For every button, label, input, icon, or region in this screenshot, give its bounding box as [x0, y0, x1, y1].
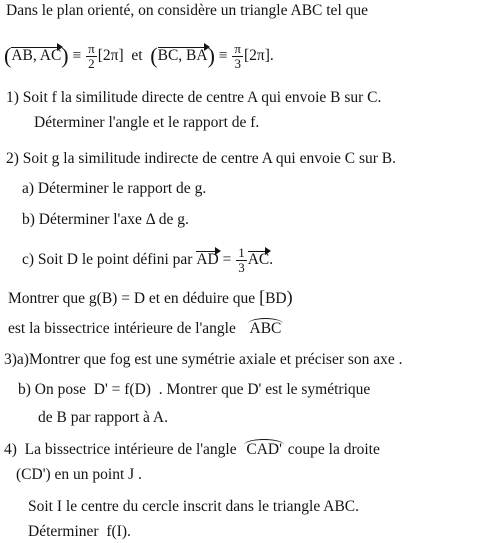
question-4-determine: Déterminer f(I). — [28, 523, 131, 540]
question-2-show: Montrer que g(B) = D et en déduire que [BD) — [8, 287, 293, 307]
fraction-1-3: $\frac{1}{3}$ — [238, 245, 245, 275]
question-1: 1) Soit f la similitude directe de centre A qui envoie B sur C. — [6, 89, 382, 106]
angle-bc-ba: BC, BA — [157, 47, 208, 65]
vector-ad: AD — [196, 251, 219, 269]
question-2c: c) Soit D le point défini par AD = $\frac{1}{3}$ AC. — [22, 245, 274, 275]
question-2a: a) Déterminer le rapport de g. — [22, 180, 207, 197]
intro-text: Dans le plan orienté, on considère un triangle ABC tel que — [6, 2, 369, 19]
segment-bd: BD — [265, 290, 287, 307]
question-4-incircle: Soit I le centre du cercle inscrit dans le triangle ABC. — [28, 498, 359, 515]
angle-abc: ABC — [249, 320, 282, 337]
question-2: 2) Soit g la similitude indirecte de centre A qui envoie C sur B. — [6, 150, 397, 167]
question-1-line2: Déterminer l'angle et le rapport de f. — [34, 114, 260, 131]
angle-ab-ac: AB, AC — [11, 47, 62, 65]
fraction-pi-3: $\frac{\pi}{3}$ — [234, 41, 241, 71]
question-4: 4) La bissectrice intérieure de l'angle CAD' coupe la droite — [4, 441, 380, 458]
vector-ac: AC — [247, 251, 270, 269]
question-2-bisector: est la bissectrice intérieure de l'angle ABC — [8, 320, 282, 337]
question-3a: 3)a)Montrer que fog est une symétrie axiale et préciser son axe . — [4, 351, 403, 368]
question-3b: b) On pose D' = f(D) . Montrer que D' est le symétrique — [18, 381, 371, 398]
question-3b-line2: de B par rapport à A. — [38, 409, 168, 426]
angle-cad-prime: CAD' — [246, 441, 282, 458]
question-4-line2: (CD') en un point J . — [16, 466, 142, 483]
fraction-pi-2: $\frac{\pi}{2}$ — [88, 41, 95, 71]
given-relations: (AB, AC) ≡ $\frac{\pi}{2}$ [2π] et (BC, BA) ≡ $\frac{\pi}{3}$ [2π]. — [4, 41, 274, 71]
question-2b: b) Déterminer l'axe Δ de g. — [22, 211, 189, 228]
